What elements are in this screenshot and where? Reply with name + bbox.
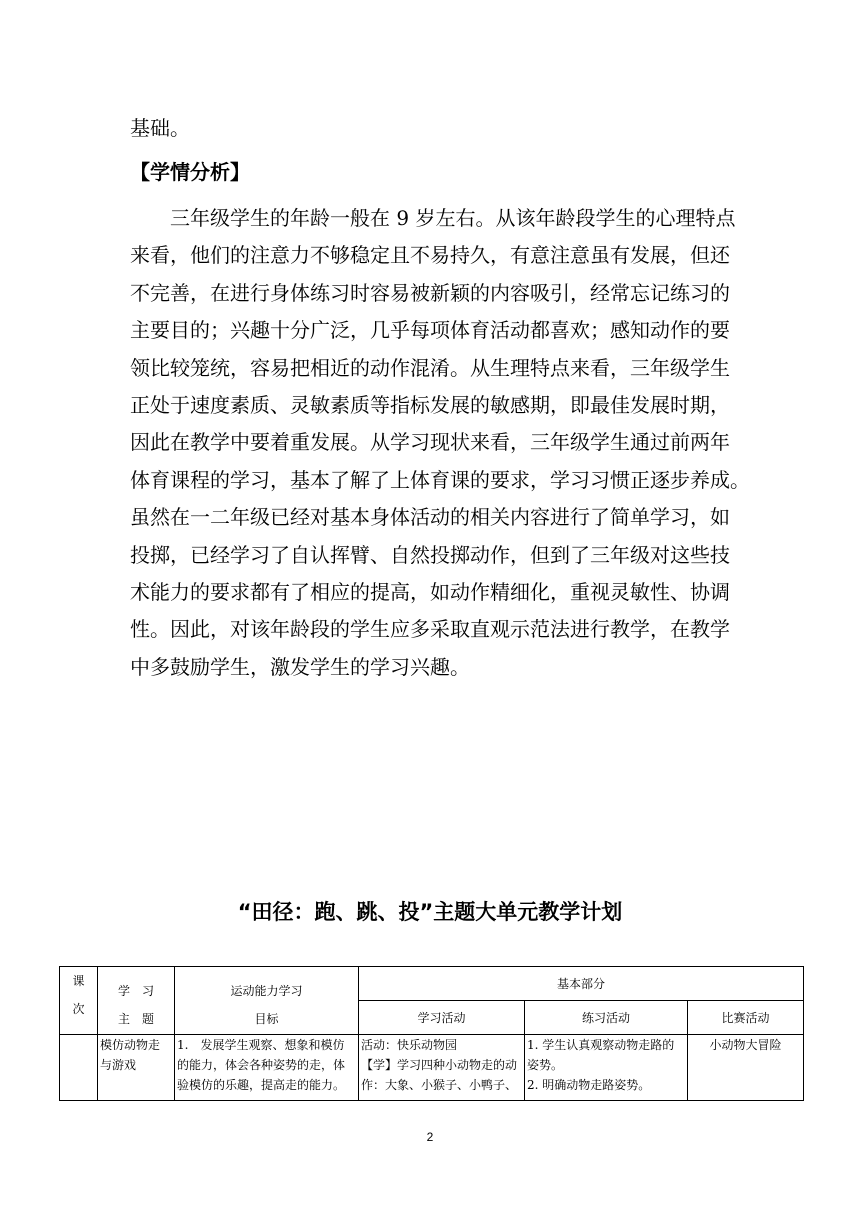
- header-text: 主 题: [117, 1012, 154, 1026]
- topic-header: [98, 967, 175, 1035]
- section-heading: 【学情分析】: [130, 160, 250, 184]
- text-line: 投掷，已经学习了自认挥臂、自然投掷动作，但到了三年级对这些技: [130, 542, 730, 567]
- learning-activity-cell: [359, 1035, 525, 1101]
- learning-activity-header: 学习活动: [359, 1001, 525, 1035]
- page-number: 2: [426, 1130, 434, 1144]
- cell-line: 1. 发展学生观察、想象和模仿: [177, 1038, 345, 1052]
- text-line: 正处于速度素质、灵敏素质等指标发展的敏感期，即最佳发展时期，: [130, 393, 730, 418]
- text-line: 性。因此，对该年龄段的学生应多采取直观示范法进行教学，在教学: [130, 617, 730, 642]
- practice-activity-cell: [525, 1035, 688, 1101]
- header-text: 课: [72, 974, 85, 988]
- text-line: 因此在教学中要着重发展。从学习现状来看，三年级学生通过前两年: [130, 430, 730, 455]
- cell-line: 姿势。: [527, 1058, 564, 1072]
- header-text: 运动能力学习: [230, 984, 303, 998]
- table-row: [60, 1035, 804, 1101]
- cell-line: 模仿动物走: [100, 1038, 161, 1052]
- basic-part-header: 基本部分: [359, 967, 804, 1001]
- cell-line: 验模仿的乐趣，提高走的能力。: [177, 1078, 346, 1092]
- text-line: 虽然在一二年级已经对基本身体活动的相关内容进行了简单学习，如: [130, 505, 730, 530]
- text-line: 体育课程的学习，基本了解了上体育课的要求，学习习惯正逐步养成。: [130, 467, 750, 492]
- competition-activity-cell: 小动物大冒险: [688, 1035, 804, 1101]
- text-line: 术能力的要求都有了相应的提高，如动作精细化，重视灵敏性、协调: [130, 580, 730, 605]
- header-text: 学 习: [117, 984, 154, 998]
- cell-line: 【学】学习四种小动物走的动: [361, 1058, 518, 1072]
- practice-activity-header: 练习活动: [525, 1001, 688, 1035]
- cell-line: 活动：快乐动物园: [361, 1038, 458, 1052]
- lesson-number-header: [60, 967, 98, 1035]
- competition-activity-header: 比赛活动: [688, 1001, 804, 1035]
- unit-plan-table: [59, 966, 804, 1101]
- text-line: 三年级学生的年龄一般在 9 岁左右。从该年龄段学生的心理特点: [130, 206, 736, 230]
- text-line: 中多鼓励学生，激发学生的学习兴趣。: [130, 654, 470, 679]
- goal-cell: [175, 1035, 359, 1101]
- cell-line: 作：大象、小猴子、小鸭子、: [361, 1078, 518, 1092]
- cell-line: 与游戏: [100, 1058, 137, 1072]
- text-line: 来看，他们的注意力不够稳定且不易持久，有意注意虽有发展，但还: [130, 243, 730, 268]
- table-header-row: [60, 967, 804, 1001]
- header-text: 次: [72, 1002, 85, 1016]
- text-line: 不完善，在进行身体练习时容易被新颖的内容吸引，经常忘记练习的: [130, 280, 730, 305]
- cell-line: 2. 明确动物走路姿势。: [527, 1078, 651, 1092]
- lesson-number-cell: [60, 1035, 98, 1101]
- text-line: 基础。: [130, 116, 190, 140]
- text-line: 主要目的；兴趣十分广泛，几乎每项体育活动都喜欢；感知动作的要: [130, 318, 730, 343]
- analysis-paragraph: [130, 200, 750, 686]
- cell-line: 1. 学生认真观察动物走路的: [527, 1038, 675, 1052]
- goal-header: [175, 967, 359, 1035]
- cell-line: 的能力，体会各种姿势的走，体: [177, 1058, 346, 1072]
- text-line: 领比较笼统，容易把相近的动作混淆。从生理特点来看，三年级学生: [130, 355, 730, 380]
- continued-text: [130, 110, 730, 147]
- table-title: “田径：跑、跳、投”主题大单元教学计划: [237, 900, 623, 924]
- topic-cell: [98, 1035, 175, 1101]
- header-text: 目标: [254, 1012, 279, 1026]
